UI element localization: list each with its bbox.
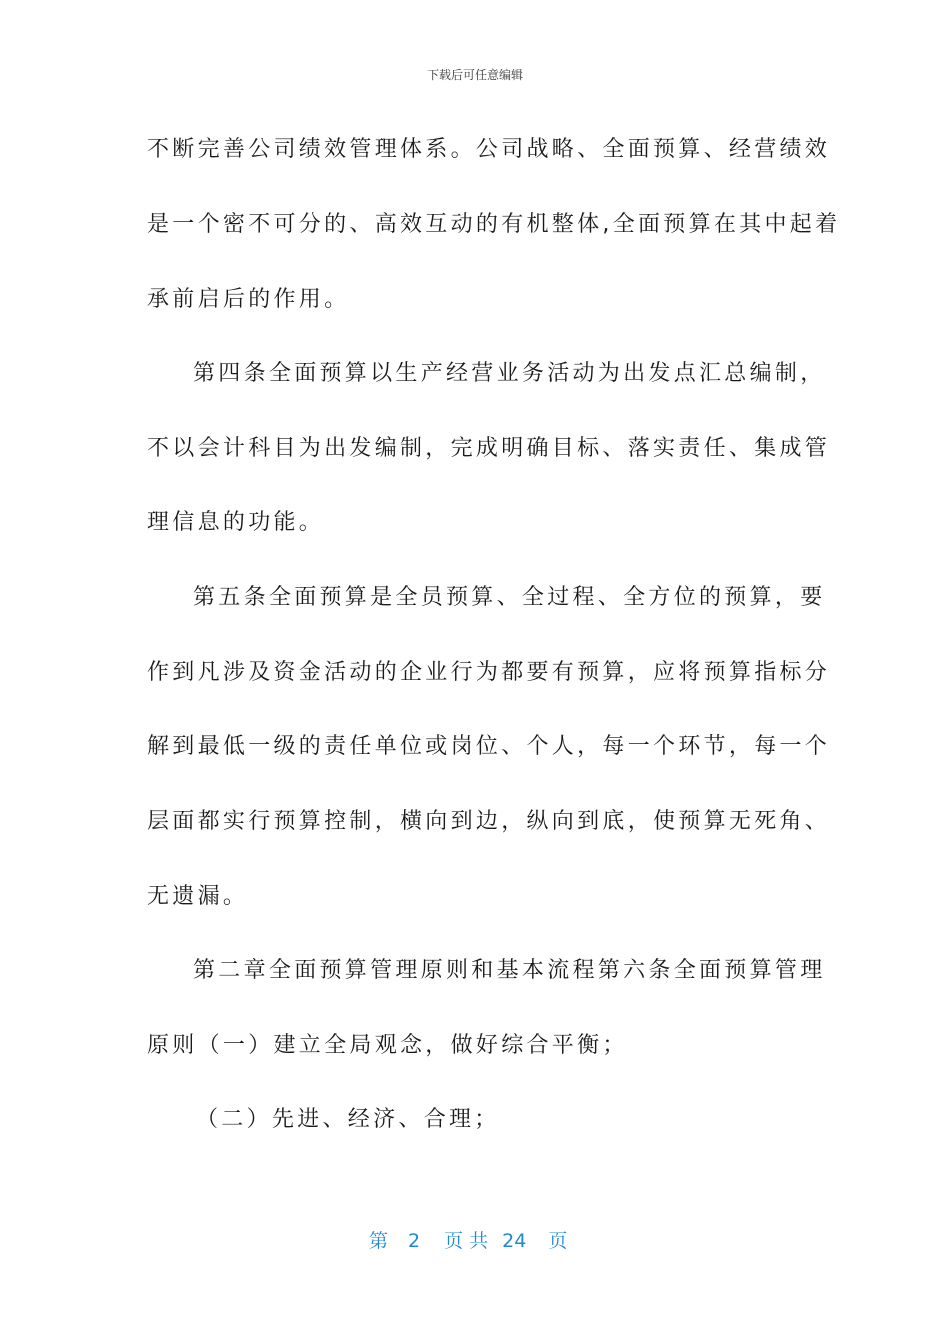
paragraph-line: 原则（一）建立全局观念，做好综合平衡； (147, 1033, 628, 1058)
paragraph-line: 理信息的功能。 (147, 510, 325, 535)
paragraph-line: 第四条全面预算以生产经营业务活动为出发点汇总编制， (193, 361, 826, 386)
paragraph-line: 不断完善公司绩效管理体系。公司战略、全面预算、经营绩效 (147, 137, 831, 162)
paragraph-line: 解到最低一级的责任单位或岗位、个人，每一个环节，每一个 (147, 734, 831, 759)
paragraph-line: 第五条全面预算是全员预算、全过程、全方位的预算，要 (193, 585, 826, 610)
paragraph-line: 作到凡涉及资金活动的企业行为都要有预算，应将预算指标分 (147, 660, 831, 685)
paragraph-line: （二）先进、经济、合理； (196, 1107, 500, 1132)
footer-label-di: 第 (369, 1230, 389, 1252)
footer-label-ye-gong: 页 共 (444, 1230, 489, 1252)
paragraph-line: 第二章全面预算管理原则和基本流程第六条全面预算管理 (193, 958, 826, 983)
paragraph-line: 不以会计科目为出发编制，完成明确目标、落实责任、集成管 (147, 436, 831, 461)
footer-page-number: 2 (408, 1230, 421, 1252)
footer-total-pages: 24 (502, 1230, 527, 1252)
footer-label-ye: 页 (548, 1230, 568, 1252)
paragraph-line: 承前启后的作用。 (147, 287, 350, 312)
paragraph-line: 是一个密不可分的、高效互动的有机整体,全面预算在其中起着 (147, 212, 841, 237)
page-footer (369, 1226, 567, 1253)
page-header-note: 下载后可任意编辑 (426, 68, 523, 82)
paragraph-line: 层面都实行预算控制，横向到边，纵向到底，使预算无死角、 (147, 809, 831, 834)
paragraph-line: 无遗漏。 (147, 884, 249, 909)
